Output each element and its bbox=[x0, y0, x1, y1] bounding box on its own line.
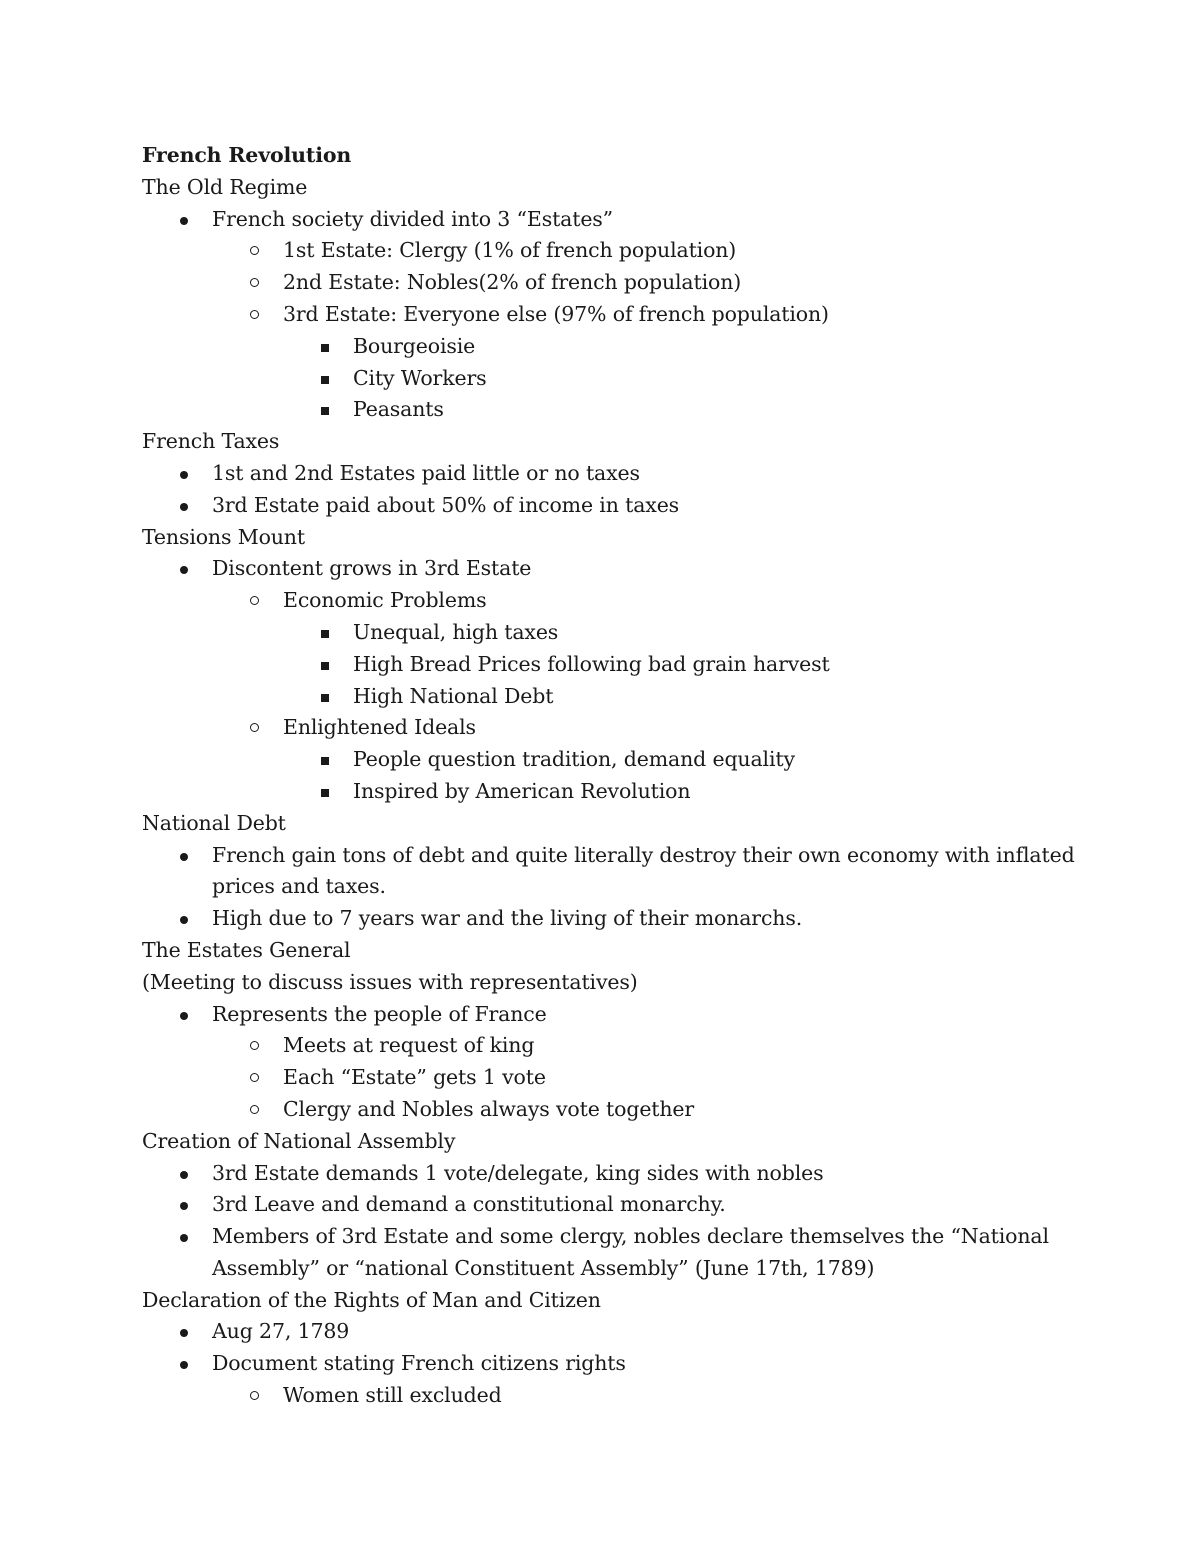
line-text: High National Debt bbox=[353, 683, 554, 708]
filled-circle-bullet-icon bbox=[180, 1234, 188, 1242]
filled-circle-bullet-icon bbox=[180, 1329, 188, 1337]
line-text: Peasants bbox=[353, 397, 444, 422]
list-item-level-1 bbox=[142, 204, 1082, 236]
list-item-level-1 bbox=[142, 1316, 1082, 1348]
section-heading bbox=[142, 967, 1082, 999]
filled-square-bullet-icon bbox=[321, 757, 329, 765]
section-heading bbox=[142, 808, 1082, 840]
list-item-level-2 bbox=[142, 712, 1082, 744]
line-text: Represents the people of France bbox=[212, 1001, 547, 1026]
filled-circle-bullet-icon bbox=[180, 1202, 188, 1210]
hollow-circle-bullet-icon bbox=[250, 1041, 259, 1050]
list-item-level-2 bbox=[142, 235, 1082, 267]
line-text: Unequal, high taxes bbox=[353, 619, 559, 644]
line-text: National Debt bbox=[142, 810, 286, 835]
list-item-level-3 bbox=[142, 394, 1082, 426]
list-item-level-1 bbox=[142, 1221, 1082, 1285]
document-title bbox=[142, 140, 1082, 172]
list-item-level-2 bbox=[142, 1380, 1082, 1412]
list-item-level-1 bbox=[142, 840, 1082, 904]
section-heading bbox=[142, 935, 1082, 967]
section-heading bbox=[142, 522, 1082, 554]
filled-circle-bullet-icon bbox=[180, 1171, 188, 1179]
line-text: French Taxes bbox=[142, 429, 280, 454]
filled-square-bullet-icon bbox=[321, 662, 329, 670]
filled-square-bullet-icon bbox=[321, 407, 329, 415]
filled-square-bullet-icon bbox=[321, 344, 329, 352]
section-heading bbox=[142, 1126, 1082, 1158]
list-item-level-3 bbox=[142, 744, 1082, 776]
hollow-circle-bullet-icon bbox=[250, 1073, 259, 1082]
list-item-level-1 bbox=[142, 903, 1082, 935]
hollow-circle-bullet-icon bbox=[250, 246, 259, 255]
line-text: Aug 27, 1789 bbox=[212, 1319, 350, 1344]
line-text: Tensions Mount bbox=[142, 524, 305, 549]
document-body bbox=[142, 140, 1082, 1412]
list-item-level-3 bbox=[142, 617, 1082, 649]
line-text: Meets at request of king bbox=[283, 1033, 535, 1058]
line-text: Bourgeoisie bbox=[353, 333, 476, 358]
list-item-level-2 bbox=[142, 299, 1082, 331]
line-text: 3rd Estate paid about 50% of income in taxes bbox=[212, 492, 680, 517]
line-text: Members of 3rd Estate and some clergy, nobles declare themselves the “National Assembly” or “national Constituent Assembly” (June 17th, 1789) bbox=[212, 1224, 1049, 1280]
line-text: 3rd Estate demands 1 vote/delegate, king sides with nobles bbox=[212, 1160, 824, 1185]
list-item-level-3 bbox=[142, 681, 1082, 713]
line-text: People question tradition, demand equality bbox=[353, 747, 795, 772]
hollow-circle-bullet-icon bbox=[250, 278, 259, 287]
line-text: Declaration of the Rights of Man and Citizen bbox=[142, 1287, 601, 1312]
list-item-level-2 bbox=[142, 267, 1082, 299]
line-text: Women still excluded bbox=[283, 1383, 502, 1408]
line-text: Discontent grows in 3rd Estate bbox=[212, 556, 532, 581]
line-text: The Old Regime bbox=[142, 174, 308, 199]
filled-square-bullet-icon bbox=[321, 376, 329, 384]
list-item-level-2 bbox=[142, 585, 1082, 617]
filled-square-bullet-icon bbox=[321, 694, 329, 702]
line-text: The Estates General bbox=[142, 937, 351, 962]
list-item-level-1 bbox=[142, 1158, 1082, 1190]
list-item-level-2 bbox=[142, 1030, 1082, 1062]
filled-circle-bullet-icon bbox=[180, 217, 188, 225]
line-text: French Revolution bbox=[142, 143, 352, 167]
hollow-circle-bullet-icon bbox=[250, 1391, 259, 1400]
line-text: Creation of National Assembly bbox=[142, 1128, 456, 1153]
section-heading bbox=[142, 172, 1082, 204]
list-item-level-2 bbox=[142, 1094, 1082, 1126]
line-text: Inspired by American Revolution bbox=[353, 778, 691, 803]
filled-circle-bullet-icon bbox=[180, 471, 188, 479]
line-text: Economic Problems bbox=[283, 588, 487, 613]
hollow-circle-bullet-icon bbox=[250, 596, 259, 605]
line-text: 2nd Estate: Nobles(2% of french population) bbox=[283, 270, 742, 295]
line-text: City Workers bbox=[353, 365, 487, 390]
list-item-level-1 bbox=[142, 490, 1082, 522]
filled-square-bullet-icon bbox=[321, 630, 329, 638]
list-item-level-1 bbox=[142, 999, 1082, 1031]
line-text: High due to 7 years war and the living of their monarchs. bbox=[212, 906, 803, 931]
filled-circle-bullet-icon bbox=[180, 853, 188, 861]
list-item-level-2 bbox=[142, 1062, 1082, 1094]
line-text: Document stating French citizens rights bbox=[212, 1351, 626, 1376]
list-item-level-1 bbox=[142, 1189, 1082, 1221]
section-heading bbox=[142, 1285, 1082, 1317]
filled-circle-bullet-icon bbox=[180, 1361, 188, 1369]
filled-circle-bullet-icon bbox=[180, 566, 188, 574]
filled-circle-bullet-icon bbox=[180, 503, 188, 511]
hollow-circle-bullet-icon bbox=[250, 1105, 259, 1114]
list-item-level-3 bbox=[142, 363, 1082, 395]
line-text: 3rd Estate: Everyone else (97% of french population) bbox=[283, 301, 829, 326]
line-text: (Meeting to discuss issues with representatives) bbox=[142, 969, 638, 994]
list-item-level-3 bbox=[142, 776, 1082, 808]
line-text: High Bread Prices following bad grain harvest bbox=[353, 651, 830, 676]
line-text: 1st Estate: Clergy (1% of french population) bbox=[283, 238, 737, 263]
list-item-level-1 bbox=[142, 1348, 1082, 1380]
list-item-level-3 bbox=[142, 649, 1082, 681]
filled-square-bullet-icon bbox=[321, 789, 329, 797]
hollow-circle-bullet-icon bbox=[250, 310, 259, 319]
filled-circle-bullet-icon bbox=[180, 1012, 188, 1020]
line-text: French society divided into 3 “Estates” bbox=[212, 206, 613, 231]
line-text: 3rd Leave and demand a constitutional monarchy. bbox=[212, 1192, 726, 1217]
line-text: 1st and 2nd Estates paid little or no taxes bbox=[212, 460, 640, 485]
line-text: Each “Estate” gets 1 vote bbox=[283, 1065, 546, 1090]
line-text: French gain tons of debt and quite literally destroy their own economy with inflated prices and taxes. bbox=[212, 842, 1075, 899]
hollow-circle-bullet-icon bbox=[250, 723, 259, 732]
list-item-level-1 bbox=[142, 458, 1082, 490]
line-text: Clergy and Nobles always vote together bbox=[283, 1096, 695, 1121]
line-text: Enlightened Ideals bbox=[283, 715, 476, 740]
list-item-level-1 bbox=[142, 553, 1082, 585]
list-item-level-3 bbox=[142, 331, 1082, 363]
filled-circle-bullet-icon bbox=[180, 916, 188, 924]
section-heading bbox=[142, 426, 1082, 458]
